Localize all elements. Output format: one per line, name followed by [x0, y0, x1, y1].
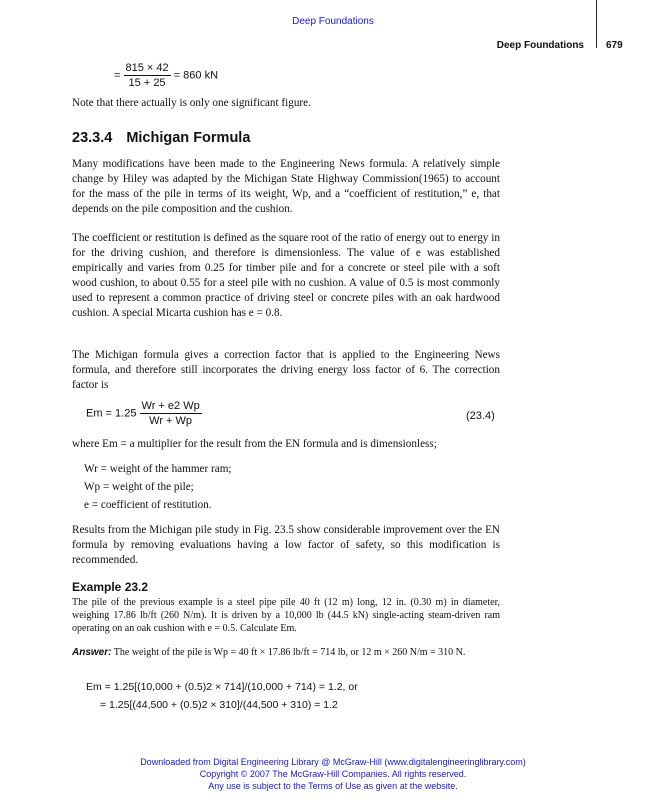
footer-line-2: Copyright © 2007 The McGraw-Hill Companies. All rights reserved. — [199, 769, 467, 779]
top-equation: = $\frac{815 \times 42}{15 + 25}$ = 860 kN — [114, 62, 219, 89]
top-equation-numerator: 815 × 42 — [125, 62, 169, 74]
calc-line-2: = 1.25[(44,500 + (0.5)2 × 310]/(44,500 + 310) = 1.2 — [100, 699, 338, 711]
equation-23-4 — [86, 400, 202, 427]
header-divider — [596, 0, 597, 48]
section-title: Michigan Formula — [126, 130, 251, 146]
equation-denominator: Wr + Wp — [149, 415, 193, 427]
equation-numerator: Wr + e2 Wp — [141, 400, 200, 412]
footer-line-1[interactable]: Downloaded from Digital Engineering Library @ McGraw-Hill (www.digitalengineeringlibrary.com) — [140, 757, 526, 767]
paragraph-4: where Em = a multiplier for the result from the EN formula and is dimensionless; — [72, 438, 437, 450]
definition-item: Wr = weight of the hammer ram; — [84, 463, 232, 475]
definition-item: Wp = weight of the pile; — [84, 481, 194, 493]
answer-label: Answer: — [72, 647, 112, 658]
footer — [0, 756, 666, 792]
footer-line-3[interactable]: Any use is subject to the Terms of Use as given at the website. — [208, 781, 458, 791]
example-answer — [72, 646, 500, 659]
definitions-list — [84, 460, 232, 514]
equation-number: (23.4) — [466, 410, 495, 422]
note-text: Note that there actually is only one significant figure. — [72, 97, 311, 109]
paragraph-3: The Michigan formula gives a correction factor that is applied to the Engineering News formula, and therefore still incorporates the driving energy loss factor of 6. The correction factor is — [72, 349, 500, 391]
definition-item: e = coefficient of restitution. — [84, 499, 212, 511]
equation-fraction — [140, 400, 202, 427]
top-equation-denominator: 15 + 25 — [128, 77, 166, 89]
section-heading — [72, 130, 250, 146]
top-link[interactable]: Deep Foundations — [292, 16, 374, 27]
example-text: The pile of the previous example is a steel pipe pile 40 ft (12 m) long, 12 in. (0.30 m) in diameter, weighing 17.86 lb/ft (260 N/m). It is driven by a 10,000 lb (44.5 kN) single-acting steam-driven ram operating on an oak cushion with e = 0.5. Calculate Em. — [72, 597, 500, 634]
calc-line-1: Em = 1.25[(10,000 + (0.5)2 × 714]/(10,000 + 714) = 1.2, or — [86, 681, 358, 693]
top-equation-result: = 860 kN — [173, 69, 219, 82]
answer-text: The weight of the pile is Wp = 40 ft × 17.86 lb/ft = 714 lb, or 12 m × 260 N/m = 310 N. — [113, 647, 466, 658]
equation-lhs: Em = 1.25 — [86, 407, 137, 420]
top-equation-fraction — [124, 62, 171, 89]
section-number: 23.3.4 — [72, 130, 113, 146]
paragraph-1: Many modifications have been made to the Engineering News formula. A relatively simple change by Hiley was adapted by the Michigan State Highway Commission(1965) to account for the mass of the pile in terms of its weight, Wp, and a “coefficient of restitution,” e, that depends on the pile composition and the cushion. — [72, 158, 500, 215]
running-title: Deep Foundations — [496, 40, 584, 51]
paragraph-5: Results from the Michigan pile study in Fig. 23.5 show considerable improvement over the EN formula by removing evaluations having a low factor of safety, so this modification is recommended. — [72, 524, 500, 566]
page-number: 679 — [606, 40, 623, 51]
paragraph-2: The coefficient or restitution is defined as the square root of the ratio of energy out to energy in for the driving cushion, and therefore is dimensionless. The value of e was established empirically and varies from 0.25 for timber pile and for a concrete or steel pile with a soft wood cushion, to about 0.55 for a steel pile with no cushion. A value of 0.5 is most commonly used to represent a common practice of driving steel or concrete piles with an oak hardwood cushion. A special Micarta cushion has e = 0.8. — [72, 232, 500, 319]
example-heading: Example 23.2 — [72, 580, 149, 594]
